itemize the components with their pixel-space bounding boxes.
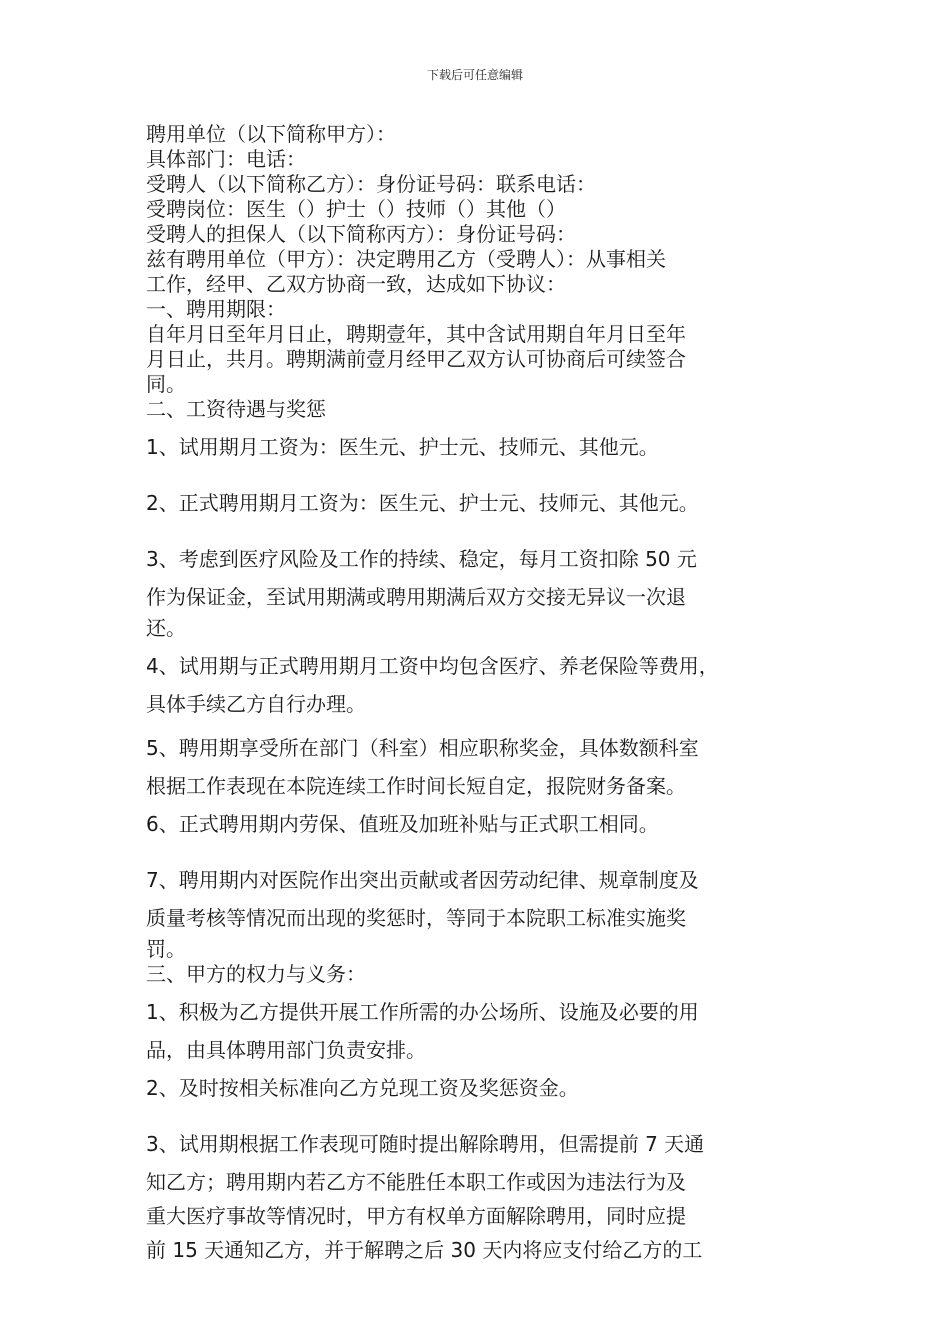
section-heading-party-a: 三、甲方的权力与义务：	[146, 962, 366, 986]
line-term-2: 月日止，共月。聘期满前壹月经甲乙双方认可协商后可续签合	[146, 347, 686, 371]
line-guarantor: 受聘人的担保人（以下简称丙方）：身份证号码：	[146, 222, 576, 246]
line-position: 受聘岗位：医生（）护士（）技师（）其他（）	[146, 197, 566, 221]
line-intro-1: 兹有聘用单位（甲方）：决定聘用乙方（受聘人）：从事相关	[146, 247, 666, 271]
clause-party-a-3a: 3、试用期根据工作表现可随时提出解除聘用，但需提前 7 天通	[146, 1132, 705, 1156]
clause-party-a-1b: 品，由具体聘用部门负责安排。	[146, 1038, 426, 1062]
clause-salary-7b: 质量考核等情况而出现的奖惩时，等同于本院职工标准实施奖	[146, 906, 686, 930]
clause-salary-5a: 5、聘用期享受所在部门（科室）相应职称奖金，具体数额科室	[146, 736, 699, 760]
line-term-1: 自年月日至年月日止，聘期壹年，其中含试用期自年月日至年	[146, 322, 686, 346]
clause-salary-2: 2、正式聘用期月工资为：医生元、护士元、技师元、其他元。	[146, 491, 699, 515]
document-body	[146, 122, 826, 1269]
clause-party-a-2: 2、及时按相关标准向乙方兑现工资及奖惩资金。	[146, 1076, 579, 1100]
page-header: 下载后可任意编辑	[426, 68, 523, 82]
clause-salary-5b: 根据工作表现在本院连续工作时间长短自定，报院财务备案。	[146, 774, 686, 798]
clause-salary-6: 6、正式聘用期内劳保、值班及加班补贴与正式职工相同。	[146, 812, 659, 836]
section-heading-salary: 二、工资待遇与奖惩	[146, 397, 326, 421]
clause-salary-3a: 3、考虑到医疗风险及工作的持续、稳定，每月工资扣除 50 元	[146, 547, 697, 571]
line-employee: 受聘人（以下简称乙方）：身份证号码：联系电话：	[146, 172, 596, 196]
line-employer: 聘用单位（以下简称甲方）：	[146, 122, 396, 146]
clause-salary-7a: 7、聘用期内对医院作出突出贡献或者因劳动纪律、规章制度及	[146, 868, 699, 892]
clause-salary-1: 1、试用期月工资为：医生元、护士元、技师元、其他元。	[146, 435, 659, 459]
clause-party-a-3d: 前 15 天通知乙方，并于解聘之后 30 天内将应支付给乙方的工	[146, 1238, 703, 1262]
clause-salary-3c: 还。	[146, 616, 186, 640]
clause-party-a-3b: 知乙方；聘用期内若乙方不能胜任本职工作或因为违法行为及	[146, 1170, 686, 1194]
section-heading-term: 一、聘用期限：	[146, 297, 286, 321]
line-department: 具体部门：电话：	[146, 147, 306, 171]
clause-salary-4b: 具体手续乙方自行办理。	[146, 692, 366, 716]
clause-party-a-1a: 1、积极为乙方提供开展工作所需的办公场所、设施及必要的用	[146, 1000, 699, 1024]
line-intro-2: 工作，经甲、乙双方协商一致，达成如下协议：	[146, 272, 566, 296]
clause-salary-7c: 罚。	[146, 937, 186, 961]
line-term-3: 同。	[146, 372, 186, 396]
clause-salary-3b: 作为保证金，至试用期满或聘用期满后双方交接无异议一次退	[146, 585, 686, 609]
clause-salary-4a: 4、试用期与正式聘用期月工资中均包含医疗、养老保险等费用，	[146, 654, 719, 678]
clause-party-a-3c: 重大医疗事故等情况时，甲方有权单方面解除聘用，同时应提	[146, 1204, 686, 1228]
